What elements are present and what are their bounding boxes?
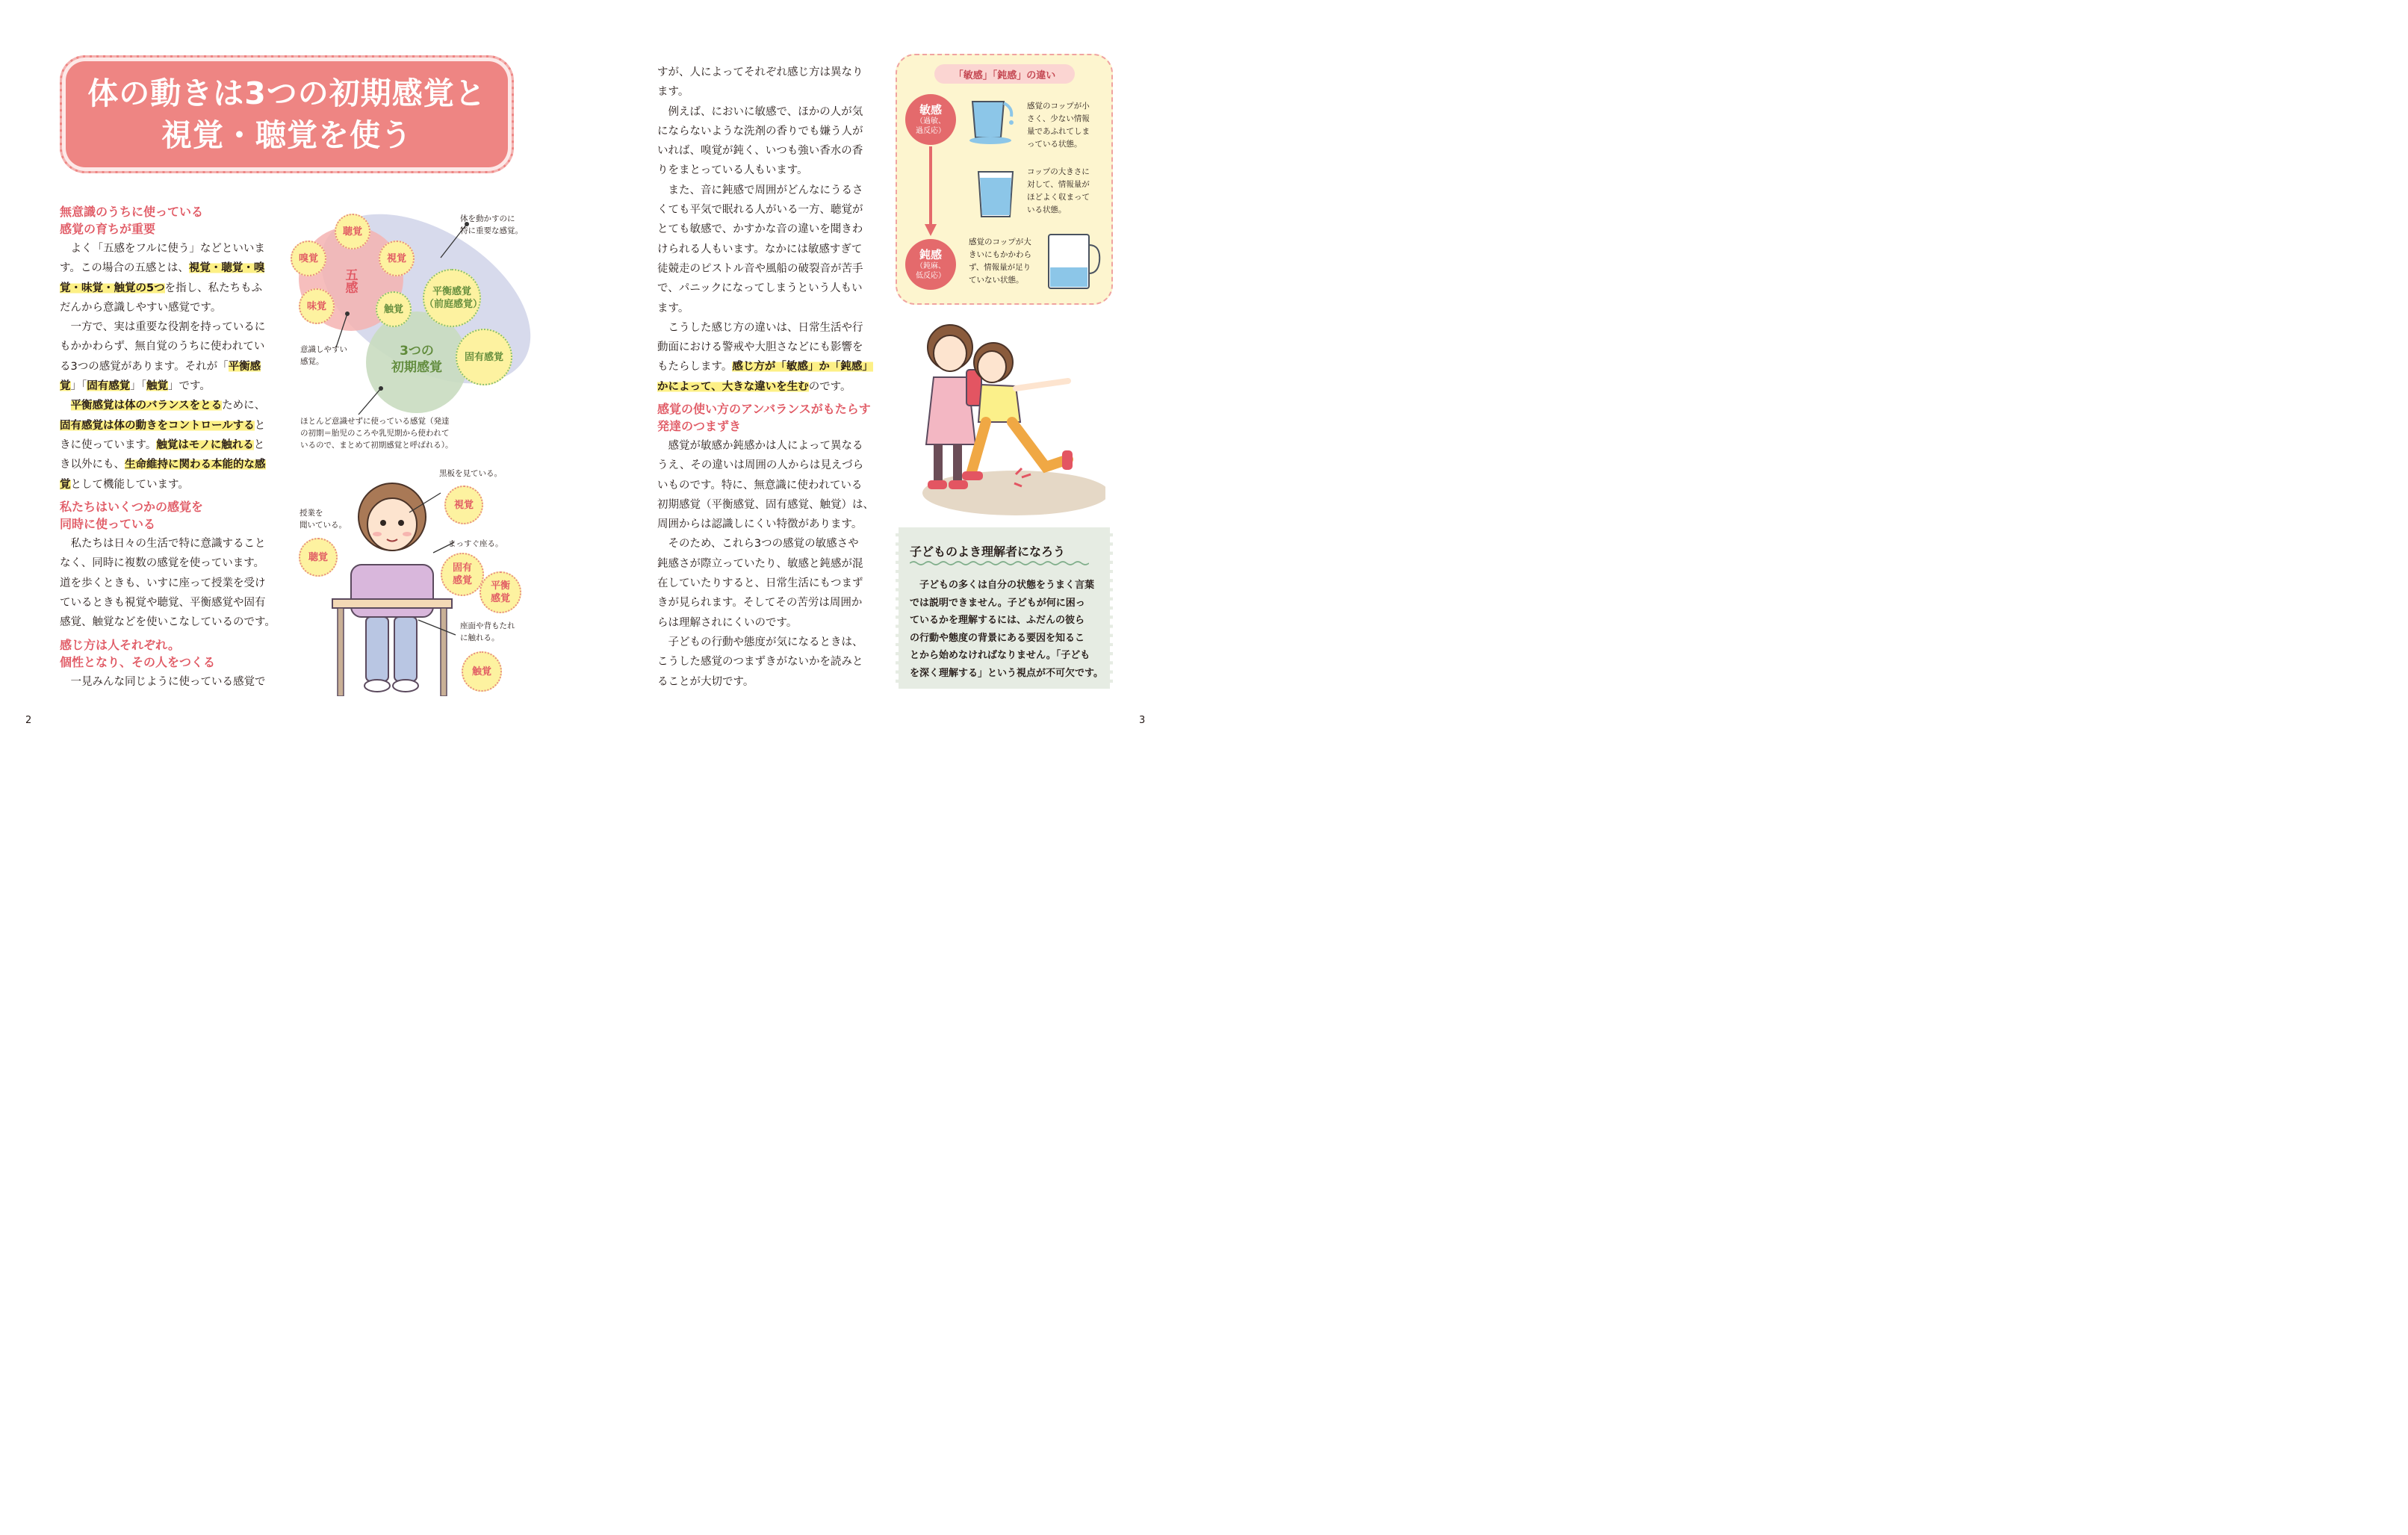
- text-run: 周囲からは認識しにくい特徴があります。: [657, 518, 863, 531]
- text-line: [657, 299, 873, 318]
- text-line: [657, 495, 874, 515]
- text-line: [657, 593, 874, 613]
- text-run: 」「: [70, 380, 87, 393]
- text-run: 感覚が敏感か鈍感かは人によって異なる: [657, 440, 863, 452]
- section-heading-2: 私たちはいくつかの感覚を 同時に使っている: [60, 500, 204, 531]
- text-run: なく、同時に複数の感覚を使っています。: [60, 557, 265, 570]
- large-cup-icon: [1046, 232, 1102, 291]
- text-run: 」「: [130, 380, 146, 393]
- down-arrow-icon: [925, 146, 937, 238]
- balance-sense-circle: 平衡感覚 （前庭感覚）: [423, 269, 481, 327]
- highlighted-text: 平衡感覚は体のバランスをとる: [70, 400, 223, 412]
- text-run: だんから意識しやすい感覚です。: [60, 301, 222, 314]
- text-line: [60, 396, 266, 415]
- text-line: [657, 181, 873, 200]
- text-line: [657, 63, 873, 82]
- text-run: ます。: [657, 302, 689, 314]
- pointer-dot: [379, 386, 383, 391]
- text-line: [657, 220, 873, 239]
- highlighted-text: 生命維持に関わる本能的な感: [125, 459, 266, 471]
- text-run: と: [254, 419, 266, 432]
- note-sit-straight: まっすぐ座る。: [448, 539, 503, 548]
- text-run: 初期感覚（平衡感覚、固有感覚、触覚）は、: [657, 498, 874, 511]
- text-line: [657, 357, 873, 376]
- text-run: もたらします。: [657, 361, 733, 373]
- text-line: [657, 574, 874, 593]
- text-run: 徒競走のピストル音や風船の破裂音が苦手: [657, 262, 863, 275]
- touch-circle-2: 触覚: [462, 651, 502, 692]
- section-heading-right: 感覚の使い方のアンバランスがもたらす 発達のつまずき: [657, 402, 871, 433]
- text-run: 道を歩くときも、いすに座って授業を受け: [60, 577, 266, 589]
- text-line: [60, 534, 276, 553]
- sensitive-badge: 敏感 （過敏、 過反応）: [905, 94, 956, 145]
- note-important-movement: 体を動かすのに 特に重要な感覚。: [460, 214, 523, 235]
- text-run: ために、: [222, 400, 266, 412]
- page-title-line1: 体の動きは3つの初期感覚と: [87, 75, 486, 111]
- title-banner: [60, 55, 514, 173]
- text-line: [657, 200, 873, 220]
- text-line: [657, 652, 874, 672]
- initial-senses-label: 3つの 初期感覚: [391, 344, 442, 375]
- text-line: [657, 102, 873, 122]
- page-number-left: 2: [25, 715, 32, 726]
- text-line: [657, 436, 874, 456]
- section-heading-3: 感じ方は人それぞれ。 個性となり、その人をつくる: [60, 638, 216, 669]
- note-balanced: コップの大きさに 対して、情報量が ほどよく収まって いる状態。: [1027, 167, 1090, 214]
- sensitivity-tag: 「敏感」「鈍感」の違い: [934, 64, 1075, 84]
- five-senses-label: 五感: [345, 268, 359, 296]
- wavy-divider: [910, 560, 1089, 566]
- paragraph-2: [60, 534, 276, 632]
- text-line: [657, 377, 873, 397]
- note-dull: 感覚のコップが大 きいにもかかわら ず、情報量が足り ていない状態。: [969, 238, 1031, 285]
- text-run: として機能しています。: [70, 478, 189, 491]
- text-run: そのため、これら3つの感覚の敏感さや: [657, 538, 859, 551]
- text-line: [60, 317, 266, 337]
- text-line: [60, 337, 266, 356]
- text-line: [657, 259, 873, 279]
- proprioception-circle: 固有感覚: [456, 329, 512, 385]
- note-sensitive: 感覚のコップが小 さく、少ない情報 量であふれてしま っている状態。: [1027, 102, 1090, 149]
- text-line: [657, 515, 874, 534]
- text-run: とても敏感で、かすかな音の違いを聞きわ: [657, 223, 863, 236]
- text-run: すが、人によってそれぞれ感じ方は異なり: [657, 66, 863, 78]
- text-line: [657, 476, 874, 495]
- text-line: [60, 416, 266, 435]
- highlighted-text: 感じ方が「敏感」か「鈍感」: [732, 361, 873, 373]
- highlighted-text: 視覚・聴覚・嗅: [188, 262, 265, 275]
- text-run: [60, 400, 71, 412]
- pointer-dot: [345, 311, 350, 316]
- taste-circle: 味覚: [299, 288, 335, 324]
- highlighted-text: 覚: [60, 478, 71, 491]
- hearing-circle-2: 聴覚: [299, 538, 338, 577]
- page-title-line2: 視覚・聴覚を使う: [161, 117, 412, 153]
- highlighted-text: 覚・味覚・触覚の5つ: [60, 282, 165, 294]
- text-line: [657, 338, 873, 357]
- text-run: き以外にも、: [60, 459, 125, 471]
- text-line: [60, 258, 266, 278]
- text-line: [60, 475, 266, 494]
- text-run: 私たちは日々の生活で特に意識すること: [60, 538, 266, 550]
- text-run: りをまとっている人もいます。: [657, 164, 808, 177]
- text-run: のです。: [808, 380, 851, 393]
- text-line: [657, 456, 874, 475]
- panel-title: 子どものよき理解者になろう: [910, 545, 1066, 559]
- note-looking-at-board: 黒板を見ている。: [439, 469, 502, 478]
- paragraph-1: [60, 239, 266, 494]
- text-run: ているときも視覚や聴覚、平衡感覚や固有: [60, 596, 266, 609]
- text-line: [60, 298, 266, 317]
- text-run: よく「五感をフルに使う」などといいま: [60, 243, 265, 255]
- text-line: [60, 357, 266, 376]
- text-line: [60, 279, 266, 298]
- text-run: きが見られます。そしてその苦労は周囲か: [657, 597, 863, 610]
- text-run: 一見みんな同じように使っている感覚で: [60, 676, 266, 688]
- text-line: [60, 672, 266, 692]
- text-run: きに使っています。: [60, 438, 157, 451]
- panel-body: 子どもの多くは自分の状態をうまく言葉 では説明できません。子どもが何に困っ ているかを理解するには、ふだんの彼ら の行動や態度の背景にある要因を知るこ とから始めなければなりません。「子ども を深く理解する」という視点が不可欠です。: [910, 580, 1103, 679]
- text-line: [60, 553, 276, 573]
- text-line: [657, 82, 873, 102]
- text-run: で、パニックになってしまうという人もい: [657, 282, 863, 295]
- text-run: こうした感じ方の違いは、日常生活や行: [657, 321, 863, 334]
- text-run: ます。: [657, 86, 689, 99]
- highlighted-text: 固有感覚は体の動きをコントロールする: [60, 419, 255, 432]
- hearing-circle: 聴覚: [335, 214, 370, 249]
- text-run: す。この場合の五感とは、: [60, 262, 189, 275]
- text-run: 子どもの行動や態度が気になるときは、: [657, 636, 863, 648]
- text-run: こうした感覚のつまずきがないかを読みと: [657, 656, 863, 669]
- page-number-right: 3: [1139, 715, 1146, 726]
- highlighted-text: かによって、大きな違いを生む: [657, 380, 809, 393]
- note-touch-seat: 座面や背もたれ に触れる。: [460, 621, 515, 642]
- note-easy-awareness: 意識しやすい 感覚。: [300, 345, 347, 366]
- text-run: 一方で、実は重要な役割を持っているに: [60, 321, 266, 334]
- highlighted-text: 触覚はモノに触れる: [156, 438, 254, 451]
- text-run: くても平気で眠れる人がいる一方、聴覚が: [657, 204, 863, 217]
- note-listening-class: 授業を 聞いている。: [300, 509, 347, 530]
- text-run: ることが大切です。: [657, 675, 754, 688]
- text-line: [657, 161, 873, 180]
- text-line: [657, 534, 874, 553]
- small-cup-overflowing-icon: [968, 97, 1023, 145]
- text-line: [657, 279, 873, 298]
- text-run: と: [253, 438, 265, 451]
- touch-circle: 触覚: [376, 291, 412, 327]
- text-line: [657, 672, 874, 692]
- text-line: [60, 455, 266, 474]
- children-illustration: [904, 317, 1105, 519]
- text-line: [657, 318, 873, 338]
- text-run: 鈍感さが際立っていたり、敏感と鈍感が混: [657, 557, 863, 570]
- sight-circle: 視覚: [379, 241, 415, 276]
- proprioception-circle-2: 固有 感覚: [441, 553, 484, 596]
- paragraph-3: [60, 672, 266, 692]
- text-run: うえ、その違いは周囲の人からは見えづら: [657, 459, 864, 472]
- text-run: いれば、嗅覚が鈍く、いつも強い香水の香: [657, 145, 863, 158]
- text-line: [60, 376, 266, 396]
- text-line: [60, 574, 276, 593]
- paragraph-right-2: [657, 436, 874, 692]
- text-line: [657, 613, 874, 633]
- text-run: 在していたりすると、日常生活にもつまず: [657, 577, 863, 590]
- text-line: [60, 435, 266, 455]
- paragraph-right-1: [657, 63, 873, 397]
- text-run: る3つの感覚があります。それが「: [60, 360, 229, 373]
- dull-badge: 鈍感 （鈍麻、 低反応）: [905, 239, 956, 290]
- section-heading-1: 無意識のうちに使っている 感覚の育ちが重要: [60, 205, 204, 236]
- text-line: [60, 613, 276, 632]
- text-run: いものです。特に、無意識に使われている: [657, 479, 863, 491]
- balance-circle-2: 平衡 感覚: [480, 571, 521, 613]
- text-run: また、音に鈍感で周囲がどんなにうるさ: [657, 184, 863, 196]
- text-run: 例えば、においに敏感で、ほかの人が気: [657, 105, 863, 118]
- highlighted-text: 固有感覚: [87, 380, 131, 393]
- note-initial-senses: ほとんど意識せずに使っている感覚（発達 の初期＝胎児のころや乳児期から使われて いるので、まとめて初期感覚と呼ばれる）。: [300, 417, 453, 450]
- text-line: [60, 239, 266, 258]
- text-line: [60, 593, 276, 613]
- text-run: 感覚、触覚などを使いこなしているのです。: [60, 616, 276, 629]
- fitting-cup-icon: [975, 169, 1016, 220]
- text-line: [657, 240, 873, 259]
- text-run: けられる人もいます。なかには敏感すぎて: [657, 243, 863, 255]
- text-line: [657, 122, 873, 141]
- text-line: [657, 554, 874, 574]
- smell-circle: 嗅覚: [291, 241, 326, 276]
- text-run: にならないような洗剤の香りでも嫌う人が: [657, 125, 863, 137]
- text-run: もかかわらず、無自覚のうちに使われてい: [60, 341, 265, 353]
- text-run: を指し、私たちもふ: [164, 282, 263, 294]
- highlighted-text: 平衡感: [228, 360, 261, 373]
- highlighted-text: 触覚: [146, 380, 168, 393]
- pointer-line: [359, 388, 381, 415]
- text-run: 」です。: [168, 380, 211, 393]
- text-run: らは理解されにくいのです。: [657, 616, 798, 629]
- highlighted-text: 覚: [60, 380, 71, 393]
- sight-circle-2: 視覚: [444, 486, 483, 524]
- text-run: 動面における警戒や大胆さなどにも影響を: [657, 341, 863, 354]
- text-line: [657, 141, 873, 161]
- text-line: [657, 633, 874, 652]
